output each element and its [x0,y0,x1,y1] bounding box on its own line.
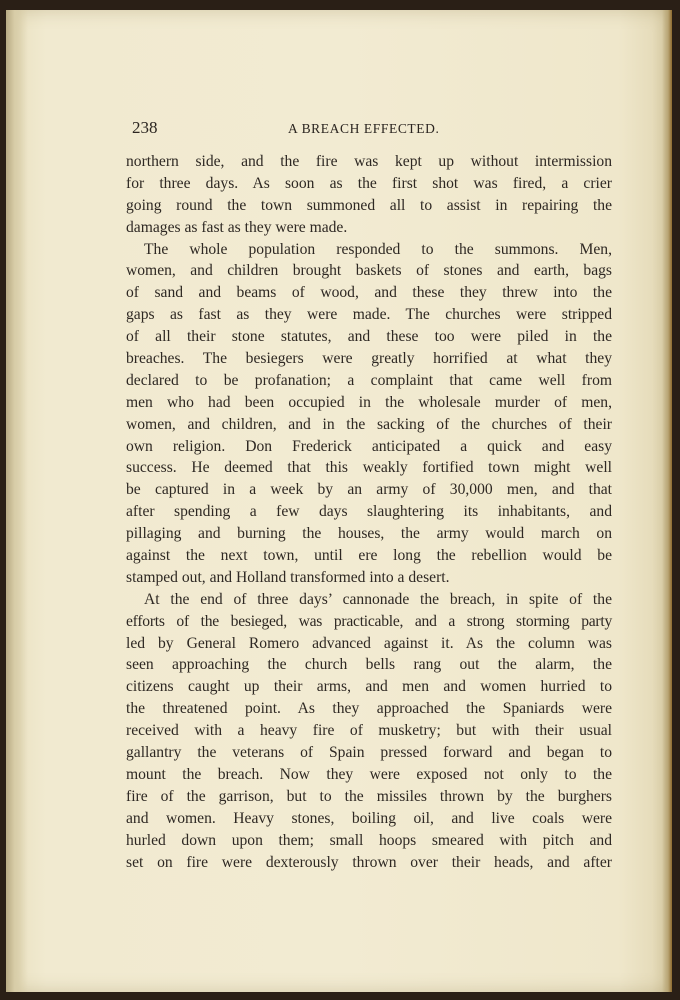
text-line: men who had been occupied in the wholesale murder of men, [126,393,612,411]
page-edge [662,10,672,992]
text-line: mount the breach. Now they were exposed not only to the [126,765,612,783]
text-line: success. He deemed that this weakly fortified town might well [126,459,612,477]
text-line: for three days. As soon as the first shot was fired, a crier [126,174,612,192]
text-line: fire of the garrison, but to the missiles thrown by the burghers [126,787,612,805]
running-header-title: A BREACH EFFECTED. [288,121,440,136]
page-gutter-shadow [6,10,28,992]
text-line: led by General Romero advanced against it. As the column was [126,634,612,652]
text-line: received with a heavy fire of musketry; but with their usual [126,722,612,740]
text-line: after spending a few days slaughtering its inhabitants, and [126,503,612,521]
text-line: pillaging and burning the houses, the army would march on [126,525,612,543]
text-line: declared to be profanation; a complaint that came well from [126,371,612,389]
text-line: citizens caught up their arms, and men and women hurried to [126,678,612,696]
text-line: stamped out, and Holland transformed into a desert. [126,568,450,586]
text-line: of sand and beams of wood, and these they threw into the [126,284,612,302]
text-line: the threatened point. As they approached the Spaniards were [126,700,612,718]
text-line: and women. Heavy stones, boiling oil, and live coals were [126,809,612,827]
text-line: gaps as fast as they were made. The churches were stripped [126,306,612,324]
text-line: The whole population responded to the summons. Men, [144,240,612,258]
text-line: damages as fast as they were made. [126,218,348,236]
running-header [126,116,612,140]
text-line: going round the town summoned all to assist in repairing the [126,196,612,214]
text-line: hurled down upon them; small hoops smeared with pitch and [126,831,612,849]
page-number: 238 [132,118,158,137]
text-line: gallantry the veterans of Spain pressed forward and began to [126,744,612,762]
text-line: against the next town, until ere long the rebellion would be [126,547,612,565]
text-line: of all their stone statutes, and these too were piled in the [126,328,612,346]
text-line: seen approaching the church bells rang out the alarm, the [126,656,612,674]
text-line: efforts of the besieged, was practicable, and a strong storming party [126,612,612,630]
text-line: be captured in a week by an army of 30,000 men, and that [126,481,612,499]
body-text [126,151,612,873]
text-line: own religion. Don Frederick anticipated a quick and easy [126,437,612,455]
text-line: women, and children, and in the sacking of the churches of their [126,415,612,433]
text-line: At the end of three days’ cannonade the breach, in spite of the [144,590,612,608]
text-line: women, and children brought baskets of stones and earth, bags [126,262,612,280]
text-line: set on fire were dexterously thrown over their heads, and after [126,853,612,871]
text-line: breaches. The besiegers were greatly horrified at what they [126,350,612,368]
text-line: northern side, and the fire was kept up without intermission [126,153,612,170]
